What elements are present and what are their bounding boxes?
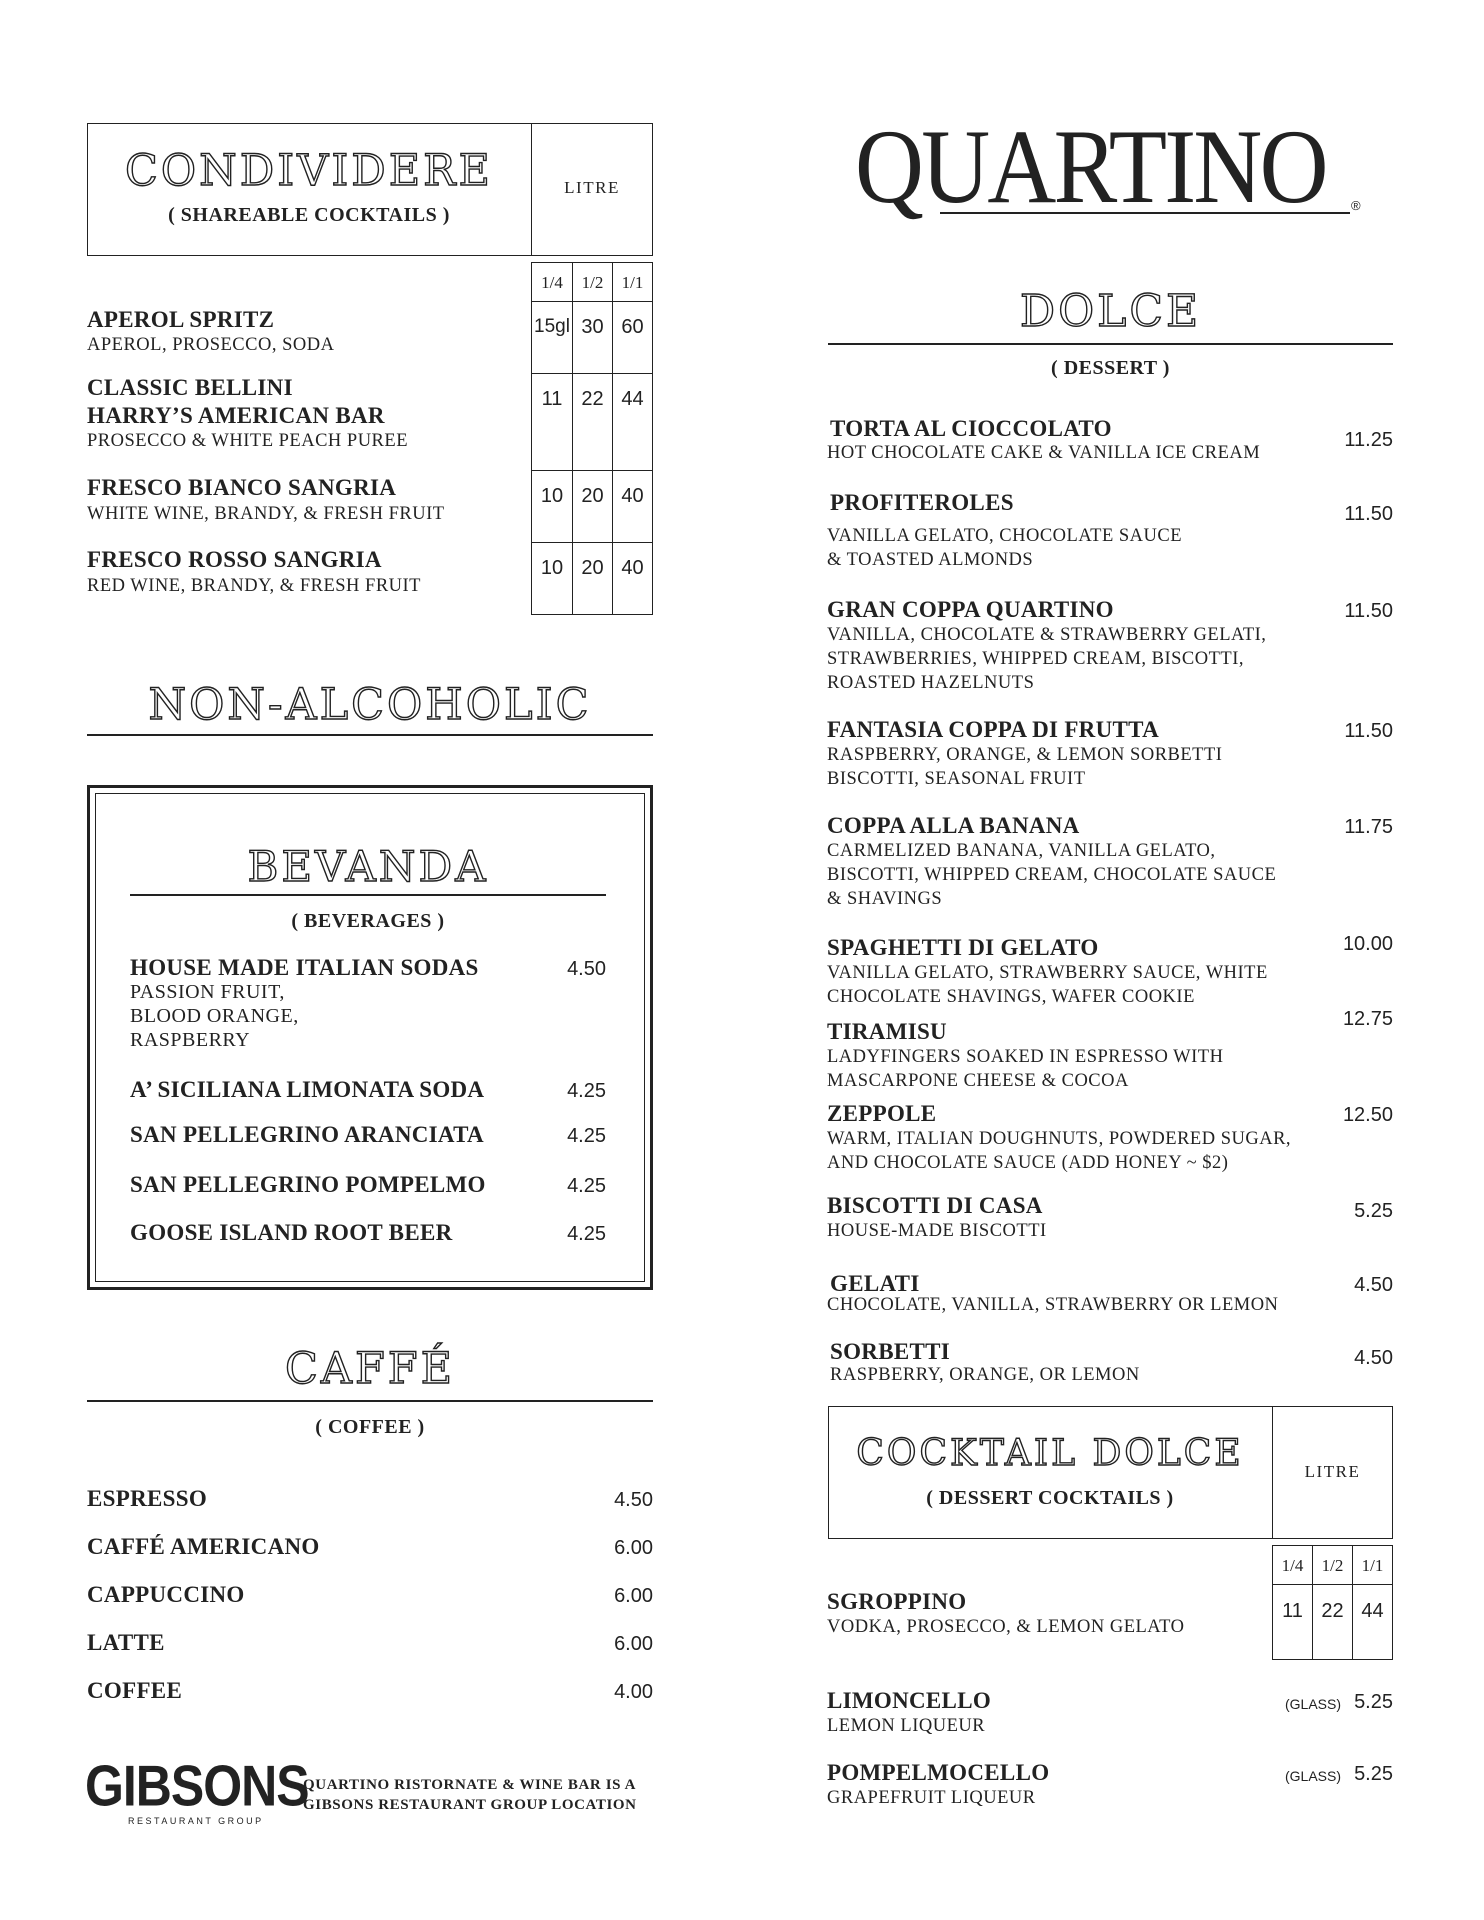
quartino-logo-underline [940, 212, 1350, 214]
profiteroles-desc-1: VANILLA GELATO, CHOCOLATE SAUCE [827, 526, 1183, 546]
zeppole-price: 12.50 [1342, 1104, 1393, 1126]
cocktail-dolce-size-half: 1/2 [1312, 1545, 1353, 1585]
fantasia-desc-2: BISCOTTI, SEASONAL FRUIT [827, 769, 1086, 789]
aranciata-name: SAN PELLEGRINO ARANCIATA [130, 1122, 484, 1147]
dolce-rule [828, 343, 1393, 345]
spaghetti-gelato-desc-1: VANILLA GELATO, STRAWBERRY SAUCE, WHITE [827, 963, 1268, 983]
bianco-sangria-name: FRESCO BIANCO SANGRIA [87, 475, 397, 500]
rosso-price-quarter: 10 [531, 542, 573, 615]
pompelmo-price: 4.25 [567, 1175, 606, 1197]
italian-sodas-desc-1: PASSION FRUIT, [130, 981, 285, 1003]
gibsons-logo-sub: RESTAURANT GROUP [128, 1816, 264, 1826]
cappuccino-name: CAPPUCCINO [87, 1582, 245, 1607]
pompelmocello-price: 5.25 [1354, 1763, 1393, 1785]
bellini-price-quarter: 11 [531, 373, 573, 471]
dolce-subtitle: ( DESSERT ) [1051, 357, 1170, 379]
banana-desc-2: BISCOTTI, WHIPPED CREAM, CHOCOLATE SAUCE [827, 865, 1277, 885]
cocktail-dolce-litre-label: LITRE [1304, 1462, 1361, 1481]
tiramisu-price: 12.75 [1342, 1008, 1393, 1030]
sorbetti-price: 4.50 [1354, 1347, 1393, 1369]
aperol-price-full: 60 [612, 301, 653, 374]
aranciata-price: 4.25 [567, 1125, 606, 1147]
sgroppino-name: SGROPPINO [827, 1589, 967, 1614]
tiramisu-desc-2: MASCARPONE CHEESE & COCOA [827, 1071, 1129, 1091]
bianco-price-quarter: 10 [531, 470, 573, 543]
latte-price: 6.00 [614, 1633, 653, 1655]
condividere-size-quarter: 1/4 [531, 262, 573, 302]
italian-sodas-desc-3: RASPBERRY [130, 1029, 251, 1051]
caffe-subtitle: ( COFFEE ) [315, 1416, 425, 1438]
italian-sodas-name: HOUSE MADE ITALIAN SODAS [130, 955, 479, 980]
aperol-price-quarter: 15gl [531, 301, 573, 374]
caffe-americano-price: 6.00 [614, 1537, 653, 1559]
spaghetti-gelato-desc-2: CHOCOLATE SHAVINGS, WAFER COOKIE [827, 987, 1195, 1007]
bellini-price-half: 22 [572, 373, 613, 471]
dolce-title: DOLCE [1019, 286, 1202, 337]
limoncello-price: 5.25 [1354, 1691, 1393, 1713]
bianco-price-full: 40 [612, 470, 653, 543]
pompelmocello-unit: (GLASS) [1285, 1768, 1342, 1784]
zeppole-desc-1: WARM, ITALIAN DOUGHNUTS, POWDERED SUGAR, [827, 1129, 1292, 1149]
condividere-litre-label: LITRE [564, 178, 620, 197]
footer-line-1: QUARTINO RISTORNATE & WINE BAR IS A [303, 1777, 637, 1793]
italian-sodas-desc-2: BLOOD ORANGE, [130, 1005, 299, 1027]
bevanda-subtitle: ( BEVERAGES ) [291, 910, 445, 932]
classic-bellini-desc: PROSECCO & WHITE PEACH PUREE [87, 431, 408, 451]
gelati-price: 4.50 [1354, 1274, 1393, 1296]
bevanda-rule [130, 894, 606, 896]
profiteroles-name: PROFITEROLES [830, 490, 1014, 515]
pompelmo-name: SAN PELLEGRINO POMPELMO [130, 1172, 486, 1197]
limoncello-desc: LEMON LIQUEUR [827, 1716, 986, 1736]
espresso-name: ESPRESSO [87, 1486, 208, 1511]
latte-name: LATTE [87, 1630, 165, 1655]
biscotti-name: BISCOTTI DI CASA [827, 1193, 1043, 1218]
profiteroles-desc-2: & TOASTED ALMONDS [827, 550, 1034, 570]
classic-bellini-name: CLASSIC BELLINI [87, 375, 293, 400]
limoncello-name: LIMONCELLO [827, 1688, 992, 1713]
coffee-name: COFFEE [87, 1678, 183, 1703]
biscotti-desc-1: HOUSE-MADE BISCOTTI [827, 1221, 1047, 1241]
cocktail-dolce-subtitle: ( DESSERT COCKTAILS ) [926, 1487, 1174, 1509]
condividere-subtitle: ( SHAREABLE COCKTAILS ) [168, 204, 450, 226]
profiteroles-price: 11.50 [1344, 503, 1393, 525]
sgroppino-price-quarter: 11 [1272, 1584, 1313, 1660]
aperol-spritz-desc: APEROL, PROSECCO, SODA [87, 335, 335, 355]
aperol-spritz-name: APEROL SPRITZ [87, 307, 275, 332]
fantasia-desc-1: RASPBERRY, ORANGE, & LEMON SORBETTI [827, 745, 1223, 765]
condividere-size-half: 1/2 [572, 262, 613, 302]
fantasia-price: 11.50 [1344, 720, 1393, 742]
limonata-soda-price: 4.25 [567, 1080, 606, 1102]
bianco-sangria-desc: WHITE WINE, BRANDY, & FRESH FRUIT [87, 504, 445, 524]
banana-name: COPPA ALLA BANANA [827, 813, 1080, 838]
banana-desc-1: CARMELIZED BANANA, VANILLA GELATO, [827, 841, 1216, 861]
gran-coppa-desc-3: ROASTED HAZELNUTS [827, 673, 1035, 693]
gelati-name: GELATI [830, 1271, 920, 1296]
non-alcoholic-rule [87, 734, 653, 736]
sorbetti-desc-1: RASPBERRY, ORANGE, OR LEMON [830, 1365, 1140, 1385]
harrys-american-bar-name: HARRY’S AMERICAN BAR [87, 403, 385, 428]
condividere-title: CONDIVIDERE [125, 146, 493, 196]
root-beer-name: GOOSE ISLAND ROOT BEER [130, 1220, 453, 1245]
banana-desc-3: & SHAVINGS [827, 889, 943, 909]
biscotti-price: 5.25 [1354, 1200, 1393, 1222]
caffe-americano-name: CAFFÉ AMERICANO [87, 1534, 320, 1559]
pompelmocello-name: POMPELMOCELLO [827, 1760, 1050, 1785]
zeppole-desc-2: AND CHOCOLATE SAUCE (ADD HONEY ~ $2) [827, 1153, 1229, 1173]
quartino-reg-mark: ® [1351, 198, 1361, 213]
gibsons-logo: GIBSONS [85, 1753, 309, 1819]
root-beer-price: 4.25 [567, 1223, 606, 1245]
torta-name: TORTA AL CIOCCOLATO [830, 416, 1112, 441]
caffe-title: CAFFÉ [284, 1344, 455, 1394]
rosso-sangria-desc: RED WINE, BRANDY, & FRESH FRUIT [87, 576, 421, 596]
sgroppino-price-half: 22 [1312, 1584, 1353, 1660]
rosso-sangria-name: FRESCO ROSSO SANGRIA [87, 547, 382, 572]
torta-desc-1: HOT CHOCOLATE CAKE & VANILLA ICE CREAM [827, 443, 1261, 463]
gran-coppa-desc-2: STRAWBERRIES, WHIPPED CREAM, BISCOTTI, [827, 649, 1245, 669]
gran-coppa-price: 11.50 [1344, 600, 1393, 622]
spaghetti-gelato-name: SPAGHETTI DI GELATO [827, 935, 1099, 960]
cocktail-dolce-size-full: 1/1 [1352, 1545, 1393, 1585]
rosso-price-full: 40 [612, 542, 653, 615]
non-alcoholic-title: NON-ALCOHOLIC [148, 680, 592, 730]
quartino-logo: QUARTINO [855, 108, 1326, 225]
torta-price: 11.25 [1344, 429, 1393, 451]
aperol-price-half: 30 [572, 301, 613, 374]
italian-sodas-price: 4.50 [567, 958, 606, 980]
zeppole-name: ZEPPOLE [827, 1101, 937, 1126]
cocktail-dolce-size-quarter: 1/4 [1272, 1545, 1313, 1585]
bellini-price-full: 44 [612, 373, 653, 471]
banana-price: 11.75 [1344, 816, 1393, 838]
sgroppino-price-full: 44 [1352, 1584, 1393, 1660]
limoncello-unit: (GLASS) [1285, 1696, 1342, 1712]
bevanda-title: BEVANDA [247, 842, 489, 891]
gran-coppa-desc-1: VANILLA, CHOCOLATE & STRAWBERRY GELATI, [827, 625, 1267, 645]
tiramisu-name: TIRAMISU [827, 1019, 947, 1044]
limonata-soda-name: A’ SICILIANA LIMONATA SODA [130, 1077, 485, 1102]
gran-coppa-name: GRAN COPPA QUARTINO [827, 597, 1114, 622]
pompelmocello-desc: GRAPEFRUIT LIQUEUR [827, 1788, 1036, 1808]
gelati-desc-1: CHOCOLATE, VANILLA, STRAWBERRY OR LEMON [827, 1295, 1279, 1315]
spaghetti-gelato-price: 10.00 [1342, 933, 1393, 955]
coffee-price: 4.00 [614, 1681, 653, 1703]
tiramisu-desc-1: LADYFINGERS SOAKED IN ESPRESSO WITH [827, 1047, 1224, 1067]
espresso-price: 4.50 [614, 1489, 653, 1511]
condividere-size-full: 1/1 [612, 262, 653, 302]
sorbetti-name: SORBETTI [830, 1339, 951, 1364]
cappuccino-price: 6.00 [614, 1585, 653, 1607]
rosso-price-half: 20 [572, 542, 613, 615]
bianco-price-half: 20 [572, 470, 613, 543]
footer-line-2: GIBSONS RESTAURANT GROUP LOCATION [303, 1797, 637, 1813]
caffe-rule [87, 1400, 653, 1402]
cocktail-dolce-title: COCKTAIL DOLCE [856, 1433, 1244, 1474]
fantasia-name: FANTASIA COPPA DI FRUTTA [827, 717, 1159, 742]
sgroppino-desc: VODKA, PROSECCO, & LEMON GELATO [827, 1617, 1185, 1637]
